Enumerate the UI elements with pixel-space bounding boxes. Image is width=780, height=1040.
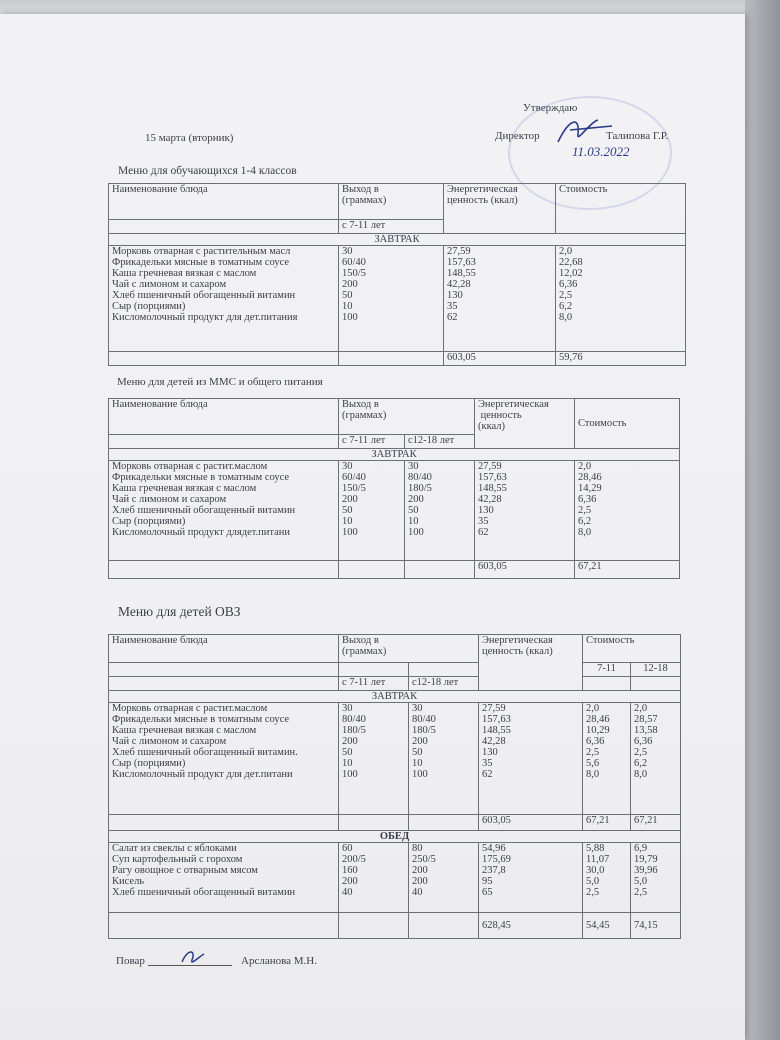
total-cost-7-11: 54,45 bbox=[583, 913, 631, 939]
meal-breakfast-label: ЗАВТРАК bbox=[109, 449, 680, 461]
header-cost: Стоимость bbox=[575, 399, 680, 449]
menu-table-1-4 bbox=[108, 183, 686, 366]
dish-list: Морковь отварная с растит.маслом Фрикадельки мясные в томатным соусе Каша гречневая вязкая с маслом Чай с лимоном и сахаром Хлеб пшеничный обогащенный витамин. Сыр (порциями) Кисломолочный продукт для дет.питани bbox=[112, 703, 298, 780]
header-cost: Стоимость bbox=[556, 184, 686, 234]
header-output: Выход в (граммах) bbox=[342, 184, 387, 206]
kcal-list: 27,59 157,63 148,55 42,28 130 35 62 bbox=[478, 461, 507, 538]
header-age-7-11: с 7-11 лет bbox=[339, 677, 409, 691]
kcal-list: 54,96 175,69 237,8 95 65 bbox=[482, 843, 511, 898]
header-energy: Энергетическая ценность (ккал) bbox=[482, 635, 553, 657]
cook-signature bbox=[178, 946, 208, 968]
cost-12-18-list: 6,9 19,79 39,96 5,0 2,5 bbox=[634, 843, 658, 898]
dish-list: Морковь отварная с растительным масл Фрикадельки мясные в томатным соусе Каша гречневая вязкая с маслом Чай с лимоном и сахаром Хлеб пшеничный обогащенный витамин Сыр (порциями) Кисломолочный продукт для дет.питания bbox=[112, 246, 298, 323]
header-age-7-11: с 7-11 лет bbox=[339, 435, 405, 449]
director-signature bbox=[550, 112, 620, 148]
header-age-12-18: с12-18 лет bbox=[405, 435, 475, 449]
total-kcal: 603,05 bbox=[479, 815, 583, 831]
total-cost-12-18: 67,21 bbox=[631, 815, 681, 831]
section-title-1-4: Меню для обучающихся 1-4 классов bbox=[118, 165, 297, 177]
meal-breakfast-label: ЗАВТРАК bbox=[109, 691, 681, 703]
meal-lunch-label: ОБЕД bbox=[109, 831, 681, 843]
dish-list: Салат из свеклы с яблоками Суп картофельный с горохом Рагу овощное с отварным мясом Кисель Хлеб пшеничный обогащенный витамин bbox=[112, 843, 296, 898]
total-cost-7-11: 67,21 bbox=[583, 815, 631, 831]
grams-7-11-list: 30 60/40 150/5 200 50 10 100 bbox=[342, 461, 366, 538]
approve-label: Утверждаю bbox=[523, 102, 578, 114]
total-kcal: 603,05 bbox=[475, 561, 575, 579]
grams-7-11-list: 60 200/5 160 200 40 bbox=[342, 843, 366, 898]
cook-name: Арсланова М.Н. bbox=[241, 955, 317, 967]
kcal-list: 27,59 157,63 148,55 42,28 130 35 62 bbox=[482, 703, 511, 780]
grams-12-18-list: 30 80/40 180/5 200 50 10 100 bbox=[408, 461, 432, 538]
background-right bbox=[745, 0, 780, 1040]
header-dish-name: Наименование блюда bbox=[109, 635, 339, 663]
section-title-mms: Меню для детей из МMC и общего питания bbox=[117, 376, 323, 388]
meal-breakfast-label: ЗАВТРАК bbox=[109, 234, 686, 246]
grams-list: 30 60/40 150/5 200 50 10 100 bbox=[342, 246, 366, 323]
cost-list: 2,0 28,46 14,29 6,36 2,5 6,2 8,0 bbox=[578, 461, 602, 538]
header-cost-12-18: 12-18 bbox=[631, 663, 681, 677]
total-cost: 67,21 bbox=[575, 561, 680, 579]
cost-12-18-list: 2,0 28,57 13,58 6,36 2,5 6,2 8,0 bbox=[634, 703, 658, 780]
grams-12-18-list: 30 80/40 180/5 200 50 10 100 bbox=[412, 703, 436, 780]
header-cost: Стоимость bbox=[583, 635, 681, 663]
grams-12-18-list: 80 250/5 200 200 40 bbox=[412, 843, 436, 898]
total-kcal: 603,05 bbox=[444, 352, 556, 366]
total-cost: 59,76 bbox=[556, 352, 686, 366]
kcal-list: 27,59 157,63 148,55 42,28 130 35 62 bbox=[447, 246, 476, 323]
director-label: Директор bbox=[495, 130, 540, 142]
menu-table-mms bbox=[108, 398, 680, 579]
grams-7-11-list: 30 80/40 180/5 200 50 10 100 bbox=[342, 703, 366, 780]
total-cost-12-18: 74,15 bbox=[631, 913, 681, 939]
header-dish-name: Наименование блюда bbox=[109, 184, 339, 220]
header-dish-name: Наименование блюда bbox=[109, 399, 339, 435]
total-kcal: 628,45 bbox=[479, 913, 583, 939]
cost-7-11-list: 2,0 28,46 10,29 6,36 2,5 5,6 8,0 bbox=[586, 703, 610, 780]
section-title-ovz: Меню для детей ОВЗ bbox=[118, 604, 241, 619]
header-age-12-18: с12-18 лет bbox=[409, 677, 479, 691]
date-label: 15 марта (вторник) bbox=[145, 132, 234, 144]
header-output: Выход в (граммах) bbox=[342, 635, 387, 657]
header-cost-7-11: 7-11 bbox=[583, 663, 631, 677]
header-age-7-11: с 7-11 лет bbox=[339, 220, 444, 234]
director-name: Талипова Г.Р. bbox=[606, 130, 669, 142]
menu-table-ovz bbox=[108, 634, 681, 939]
cost-7-11-list: 5,88 11,07 30,0 5,0 2,5 bbox=[586, 843, 610, 898]
header-energy: Энергетическая ценность (ккал) bbox=[478, 399, 549, 432]
dish-list: Морковь отварная с растит.маслом Фрикадельки мясные в томатным соусе Каша гречневая вязкая с маслом Чай с лимоном и сахаром Хлеб пшеничный обогащенный витамин Сыр (порциями) Кисломолочный продукт длядет.питани bbox=[112, 461, 296, 538]
cost-list: 2,0 22,68 12,02 6,36 2,5 6,2 8,0 bbox=[559, 246, 583, 323]
header-output: Выход в (граммах) bbox=[342, 399, 387, 421]
header-energy: Энергетическая ценность (ккал) bbox=[447, 184, 518, 206]
cook-label: Повар bbox=[116, 955, 145, 967]
signature-date: 11.03.2022 bbox=[572, 144, 630, 159]
